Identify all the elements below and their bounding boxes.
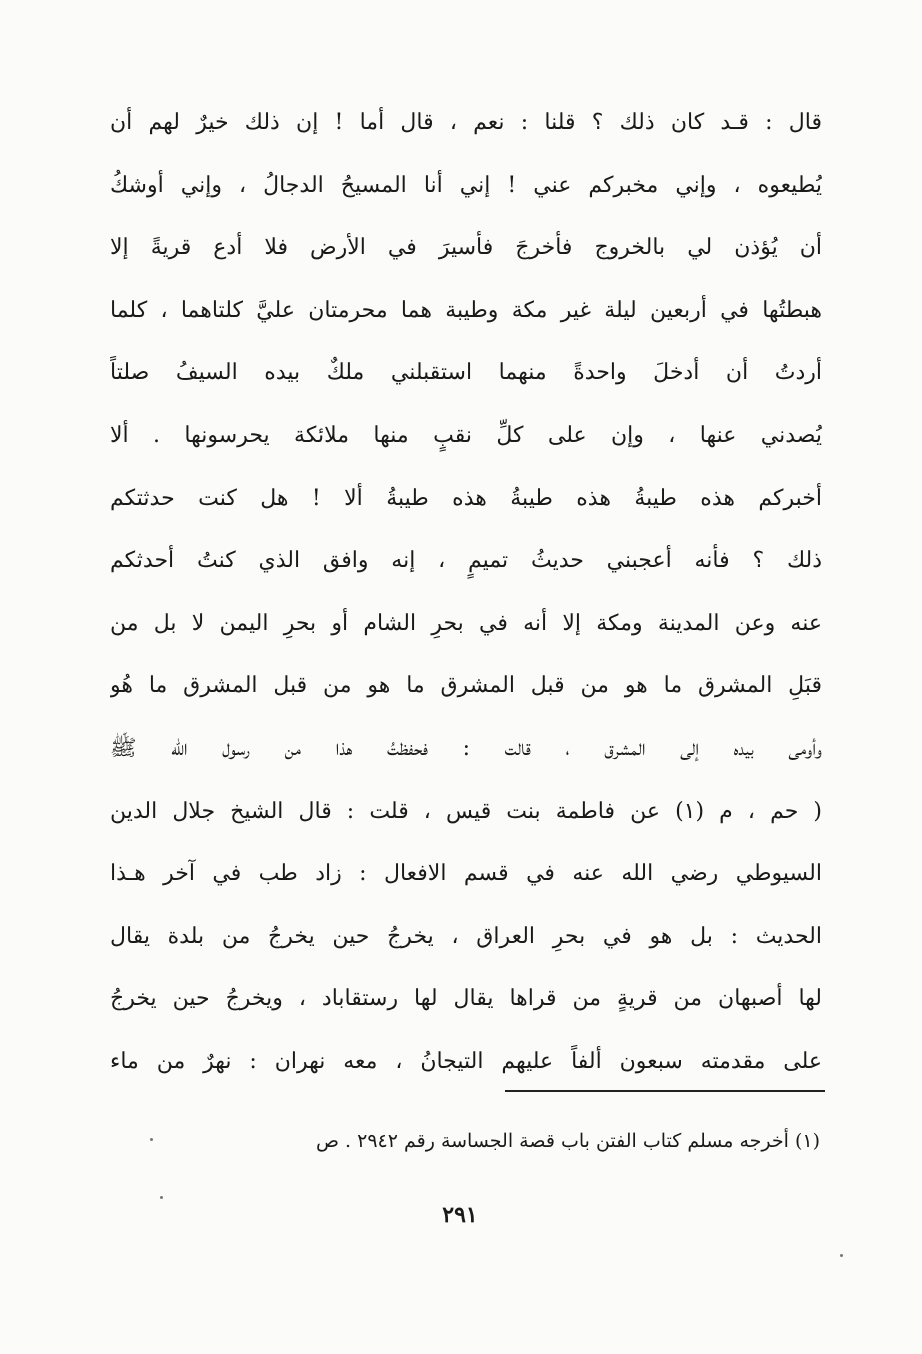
text-line: هبطتُها في أربعين ليلة غير مكة وطيبة هما محرمتان عليَّ كلتاهما ، كلما (110, 297, 822, 323)
footnote: (١) أخرجه مسلم كتاب الفتن باب قصة الجساسة رقم ٢٩٤٢ . ص (316, 1130, 820, 1152)
footnote-separator (505, 1090, 825, 1092)
text-line: أن يُؤذن لي بالخروج فأخرجَ فأسيرَ في الأرض فلا أدع قريةً إلا (110, 235, 822, 261)
text-line: الحديث : بل هو في بحرِ العراق ، يخرجُ حين يخرجُ من بلدة يقال (110, 923, 822, 949)
text-line: قال : قـد كان ذلك ؟ قلنا : نعم ، قال أما ! إن ذلك خيرٌ لهم أن (110, 110, 822, 135)
text-line: قبَلِ المشرق ما هو من قبل المشرق ما هو من قبل المشرق ما هُو (110, 673, 822, 699)
main-text (110, 92, 822, 1094)
page-number: ٢٩١ (442, 1202, 478, 1228)
text-line: على مقدمته سبعون ألفاً عليهم التيجانُ ، معه نهران : نهرٌ من ماء (110, 1048, 822, 1074)
scan-speck (150, 1138, 153, 1141)
text-line: لها أصبهان من قريةٍ من قراها يقال لها رستقاباد ، ويخرجُ حين يخرجُ (110, 986, 822, 1012)
text-line: يُطيعوه ، وإني مخبركم عني ! إني أنا المسيحُ الدجالُ ، وإني أوشكُ (110, 172, 822, 198)
text-line: أردتُ أن أدخلَ واحدةً منهما استقبلني ملكٌ بيده السيفُ صلتاً (110, 360, 822, 386)
text-line: وأومى بيده إلى المشرق ، قالت : فحفظتُ هذا من رسول الله ﷺ (110, 735, 822, 761)
scan-speck (840, 1254, 843, 1257)
text-line: أخبركم هذه طيبةُ هذه طيبةُ هذه طيبةُ ألا ! هل كنت حدثتكم (110, 485, 822, 511)
text-line: ( حم ، م (١) عن فاطمة بنت قيس ، قلت : قال الشيخ جلال الدين (110, 798, 822, 824)
text-line: ذلك ؟ فأنه أعجبني حديثُ تميمٍ ، إنه وافق الذي كنتُ أحدثكم (110, 548, 822, 574)
text-line: يُصدني عنها ، وإن على كلِّ نقبٍ منها ملائكة يحرسونها . ألا (110, 422, 822, 448)
scan-speck (160, 1196, 163, 1199)
text-line: السيوطي رضي الله عنه في قسم الافعال : زاد طب في آخر هـذا (110, 861, 822, 887)
text-line: عنه وعن المدينة ومكة إلا أنه في بحرِ الشام أو بحرِ اليمن لا بل من (110, 610, 822, 636)
